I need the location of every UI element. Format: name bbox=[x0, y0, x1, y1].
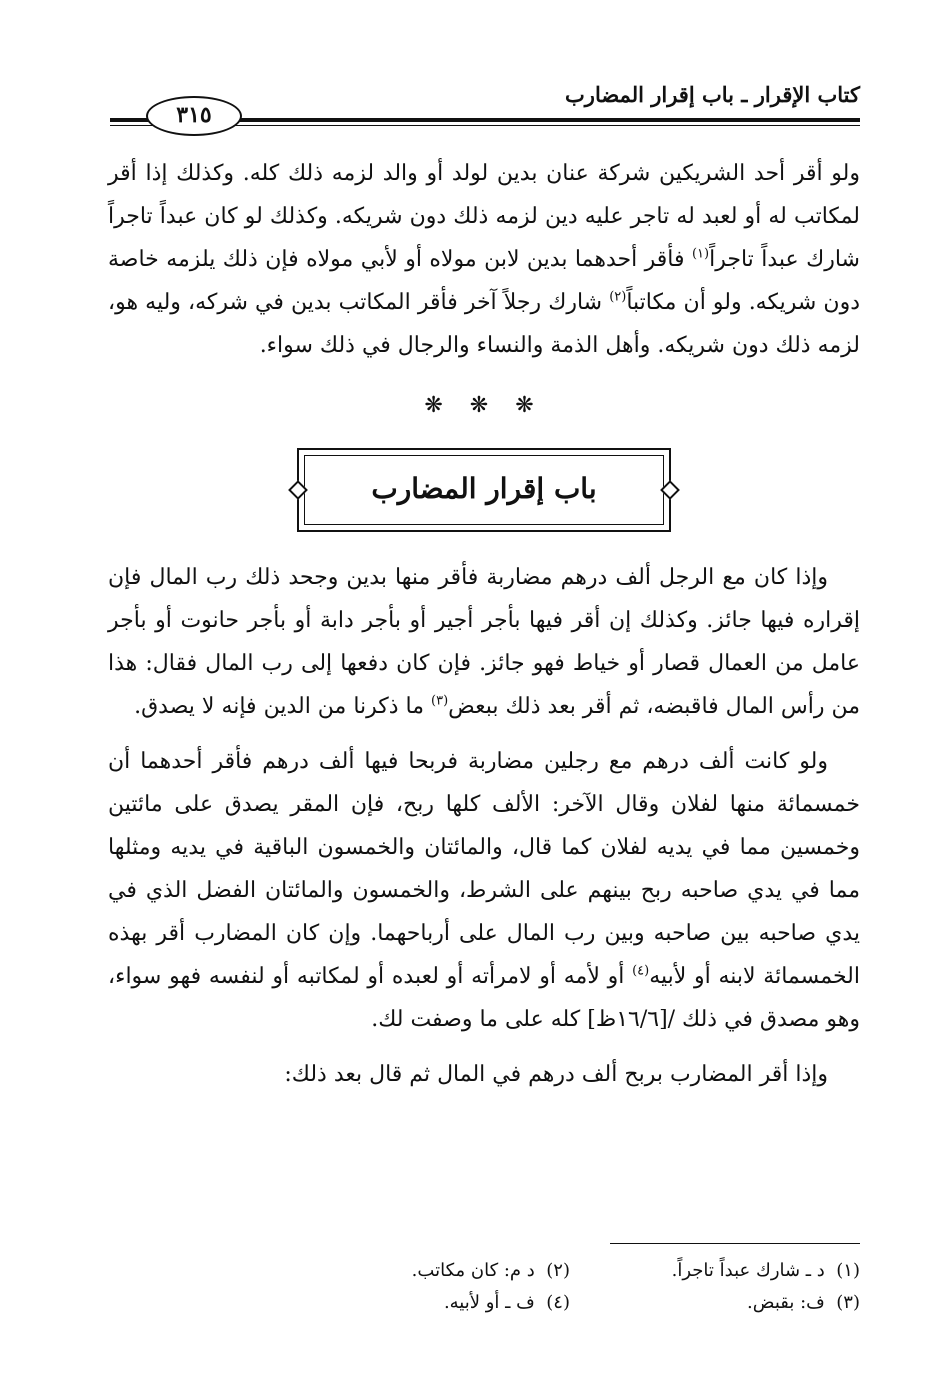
page-number: ٣١٥ bbox=[146, 96, 242, 136]
footnote-2 bbox=[280, 1255, 570, 1287]
footnote-row bbox=[280, 1255, 860, 1287]
footnote-number: (٢) bbox=[546, 1260, 570, 1281]
section-separator: ❋ ❋ ❋ bbox=[424, 393, 544, 418]
footnote-number: (١) bbox=[836, 1260, 860, 1281]
footnote-number: (٣) bbox=[836, 1292, 860, 1313]
footnote-text: د م: كان مكاتب. bbox=[411, 1260, 535, 1281]
para1-text-b: فأقر أحدهما بدين لابن مولاه أو لأبي مولاه فإن ذلك يلزمه خاصة دون شريكه. ولو أن مكاتباً bbox=[108, 247, 860, 315]
para3-text-a: ولو كانت ألف درهم مع رجلين مضاربة فربحا فيها ألف درهم فأقر أحدهما أن خمسمائة منها لفلان وقال الآخر: الألف كلها ربح، فإن المقر يصدق على مائتين وخمسين مما في يديه لفلان كما قال، والمائتان والخمسون الباقية في يديه ومثلها مما في يدي صاحبه ربح بينهم على الشرط، والخمسون والمائتان الفضل الذي في يدي صاحبه بين صاحبه وبين رب المال على أرباحهما. وإن كان المضارب أقر بهذه الخمسمائة لابنه أو لأبيه bbox=[108, 749, 861, 989]
footnote-ref-1: (١) bbox=[691, 246, 710, 262]
footnotes bbox=[280, 1255, 860, 1319]
footnote-4 bbox=[280, 1287, 570, 1319]
para2-text-a: وإذا كان مع الرجل ألف درهم مضاربة فأقر منها بدين وجحد ذلك رب المال فإن إقراره فيها جائز. وكذلك إن أقر فيها بأجر أجير أو بأجر دابة أو بأجر حانوت أو بأجر عامل من العمال قصار أو خياط فهو جائز. فإن كان دفعها إلى رب المال فقال: هذا من رأس المال فاقبضه، ثم أقر بعد ذلك ببعض bbox=[108, 565, 860, 719]
chapter-title-frame bbox=[297, 448, 671, 532]
chapter-title: باب إقرار المضارب bbox=[304, 455, 664, 525]
page-header bbox=[110, 78, 860, 130]
para3-text-b: أو لأمه أو لامرأته أو لعبده أو لمكاتبه أو لنفسه فهو سواء، وهو مصدق في ذلك /[١٦/٦ظ] كله على ما وصفت لك. bbox=[108, 964, 860, 1032]
para1-text-a: ولو أقر أحد الشريكين شركة عنان بدين لولد أو والد لزمه ذلك كله. وكذلك إذا أقر لمكاتب له أو لعبد له تاجر عليه دين لزمه ذلك دون شريكه. وكذلك لو كان عبداً تاجراً شارك عبداً تاجراً bbox=[108, 161, 860, 272]
footnote-number: (٤) bbox=[546, 1292, 570, 1313]
footnote-text: ف ـ أو لأبيه. bbox=[443, 1292, 535, 1313]
footnote-1 bbox=[570, 1255, 860, 1287]
running-head: كتاب الإقرار ـ باب إقرار المضارب bbox=[565, 82, 860, 107]
footnote-separator bbox=[610, 1243, 860, 1244]
footnote-text: ف: بقبض. bbox=[747, 1292, 825, 1313]
paragraph-1 bbox=[108, 152, 860, 367]
footnote-ref-2: (٢) bbox=[609, 289, 627, 305]
footnote-text: د ـ شارك عبداً تاجراً. bbox=[671, 1260, 825, 1281]
footnote-row bbox=[280, 1287, 860, 1319]
paragraph-2 bbox=[108, 556, 860, 728]
page-content bbox=[108, 152, 860, 1096]
para1-text-c: شارك رجلاً آخر فأقر المكاتب بدين في شركه، وليه هو، لزمه ذلك دون شريكه. وأهل الذمة والنساء والرجال في ذلك سواء. bbox=[108, 290, 860, 358]
footnote-ref-3: (٣) bbox=[431, 693, 449, 709]
para2-text-b: ما ذكرنا من الدين فإنه لا يصدق. bbox=[134, 694, 432, 719]
footnote-3 bbox=[570, 1287, 860, 1319]
footnote-ref-4: (٤) bbox=[632, 963, 650, 979]
paragraph-3 bbox=[108, 740, 860, 1041]
paragraph-4: وإذا أقر المضارب بربح ألف درهم في المال ثم قال بعد ذلك: bbox=[284, 1062, 828, 1087]
